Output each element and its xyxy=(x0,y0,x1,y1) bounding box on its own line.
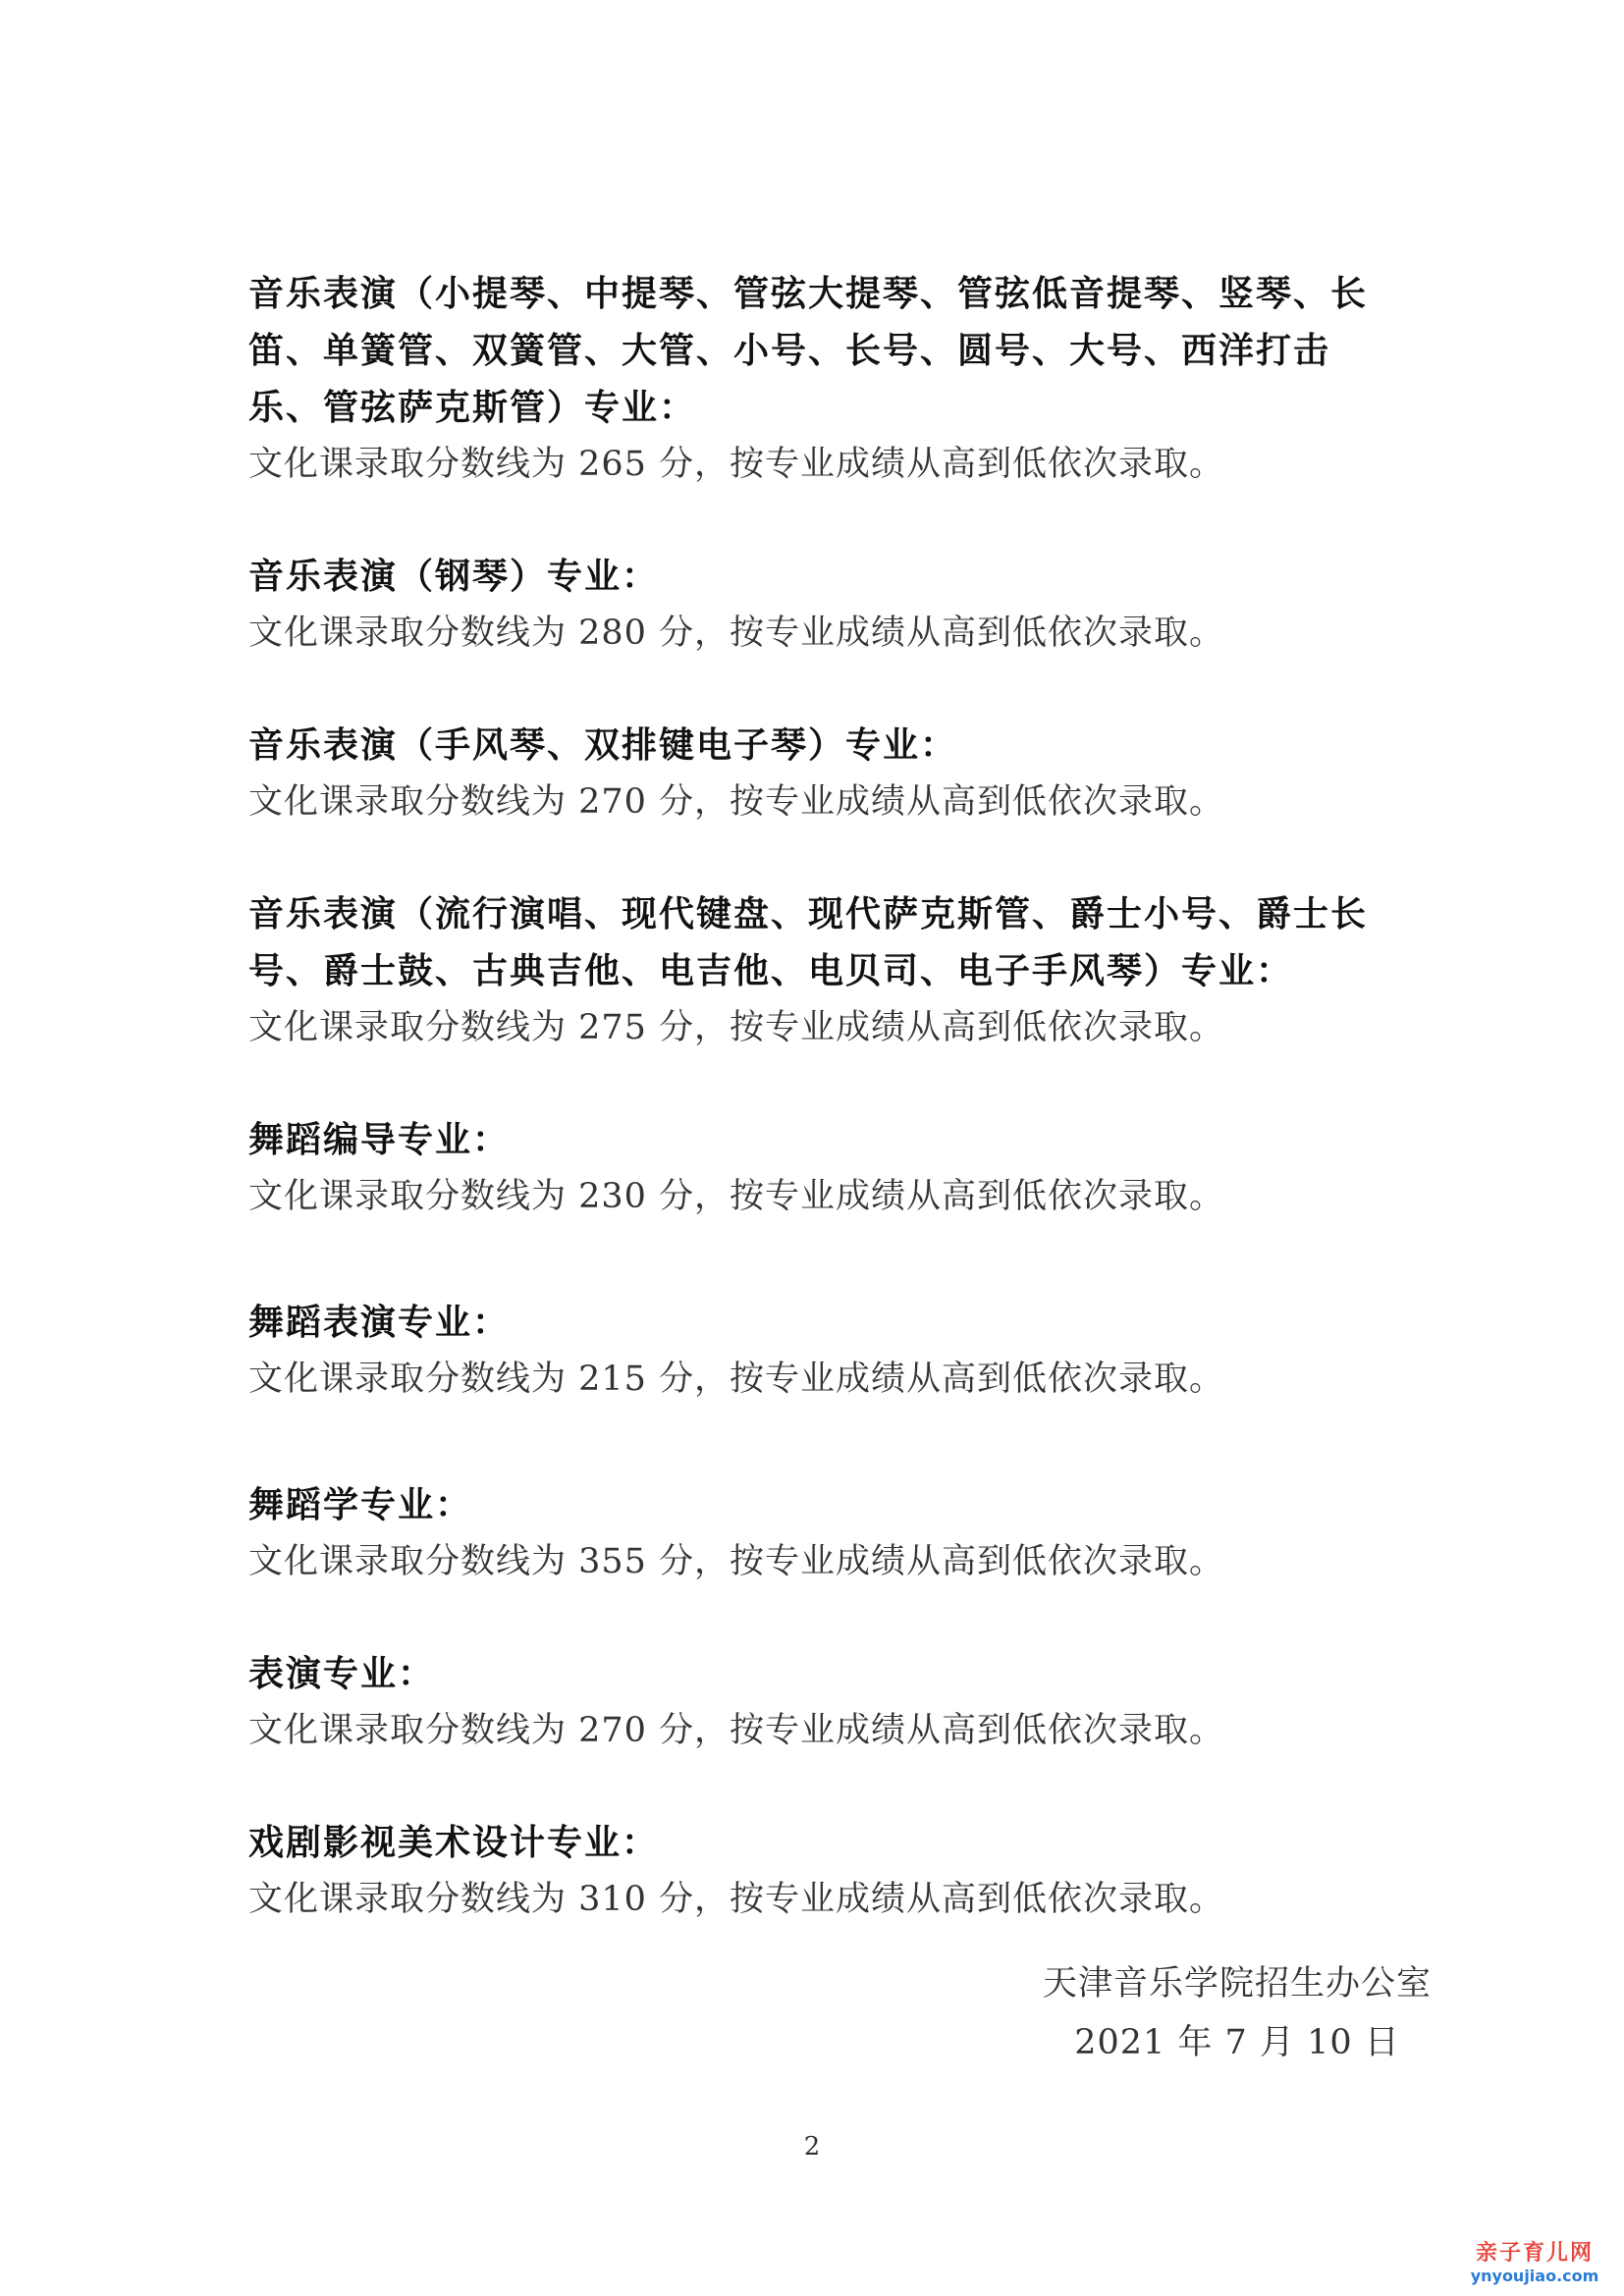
section-acting xyxy=(248,1645,1387,1759)
section-detail: 文化课录取分数线为 265 分，按专业成绩从高到低依次录取。 xyxy=(248,445,1225,484)
section-detail: 文化课录取分数线为 355 分，按专业成绩从高到低依次录取。 xyxy=(248,1542,1225,1581)
spacer xyxy=(248,1759,1387,1814)
section-piano xyxy=(248,548,1387,662)
spacer xyxy=(248,1590,1387,1645)
section-heading: 戏剧影视美术设计专业： xyxy=(248,1822,660,1863)
section-heading: 舞蹈编导专业： xyxy=(248,1119,511,1160)
page-number: 2 xyxy=(803,2132,821,2162)
spacer xyxy=(248,493,1387,548)
section-heading: 表演专业： xyxy=(248,1653,436,1694)
watermark-name: 亲子育儿网 xyxy=(1475,2241,1594,2266)
section-heading: 音乐表演（钢琴）专业： xyxy=(248,556,660,597)
issuing-office: 天津音乐学院招生办公室 xyxy=(1042,1964,1432,2003)
section-heading: 舞蹈学专业： xyxy=(248,1484,473,1525)
site-watermark xyxy=(1461,2241,1608,2286)
section-heading: 音乐表演（流行演唱、现代键盘、现代萨克斯管、爵士小号、爵士长号、爵士鼓、古典吉他、电吉他、电贝司、电子手风琴）专业： xyxy=(248,893,1369,991)
section-detail: 文化课录取分数线为 215 分，按专业成绩从高到低依次录取。 xyxy=(248,1360,1225,1399)
spacer xyxy=(248,662,1387,717)
section-dance-studies xyxy=(248,1476,1387,1590)
section-heading: 音乐表演（手风琴、双排键电子琴）专业： xyxy=(248,724,958,766)
spacer xyxy=(248,1225,1387,1294)
section-heading: 音乐表演（小提琴、中提琴、管弦大提琴、管弦低音提琴、竖琴、长笛、单簧管、双簧管、大管、小号、长号、圆号、大号、西洋打击乐、管弦萨克斯管）专业： xyxy=(248,273,1369,428)
section-dance-performance xyxy=(248,1294,1387,1408)
section-stage-art-design xyxy=(248,1814,1387,1928)
section-pop-jazz xyxy=(248,885,1387,1056)
section-detail: 文化课录取分数线为 275 分，按专业成绩从高到低依次录取。 xyxy=(248,1008,1225,1047)
spacer xyxy=(248,830,1387,885)
section-detail: 文化课录取分数线为 270 分，按专业成绩从高到低依次录取。 xyxy=(248,782,1225,822)
watermark-domain: ynyoujiao.com xyxy=(1470,2267,1599,2285)
section-dance-choreography xyxy=(248,1111,1387,1225)
section-detail: 文化课录取分数线为 230 分，按专业成绩从高到低依次录取。 xyxy=(248,1177,1225,1216)
section-detail: 文化课录取分数线为 310 分，按专业成绩从高到低依次录取。 xyxy=(248,1880,1225,1919)
spacer xyxy=(248,1408,1387,1476)
document-body xyxy=(248,265,1387,1928)
section-accordion-keyboard xyxy=(248,717,1387,830)
spacer xyxy=(248,1056,1387,1111)
section-heading: 舞蹈表演专业： xyxy=(248,1302,511,1343)
section-detail: 文化课录取分数线为 270 分，按专业成绩从高到低依次录取。 xyxy=(248,1711,1225,1750)
signature-block xyxy=(1031,1955,1443,2071)
section-detail: 文化课录取分数线为 280 分，按专业成绩从高到低依次录取。 xyxy=(248,614,1225,653)
issue-date: 2021 年 7 月 10 日 xyxy=(1074,2023,1400,2062)
section-strings-winds xyxy=(248,265,1387,493)
